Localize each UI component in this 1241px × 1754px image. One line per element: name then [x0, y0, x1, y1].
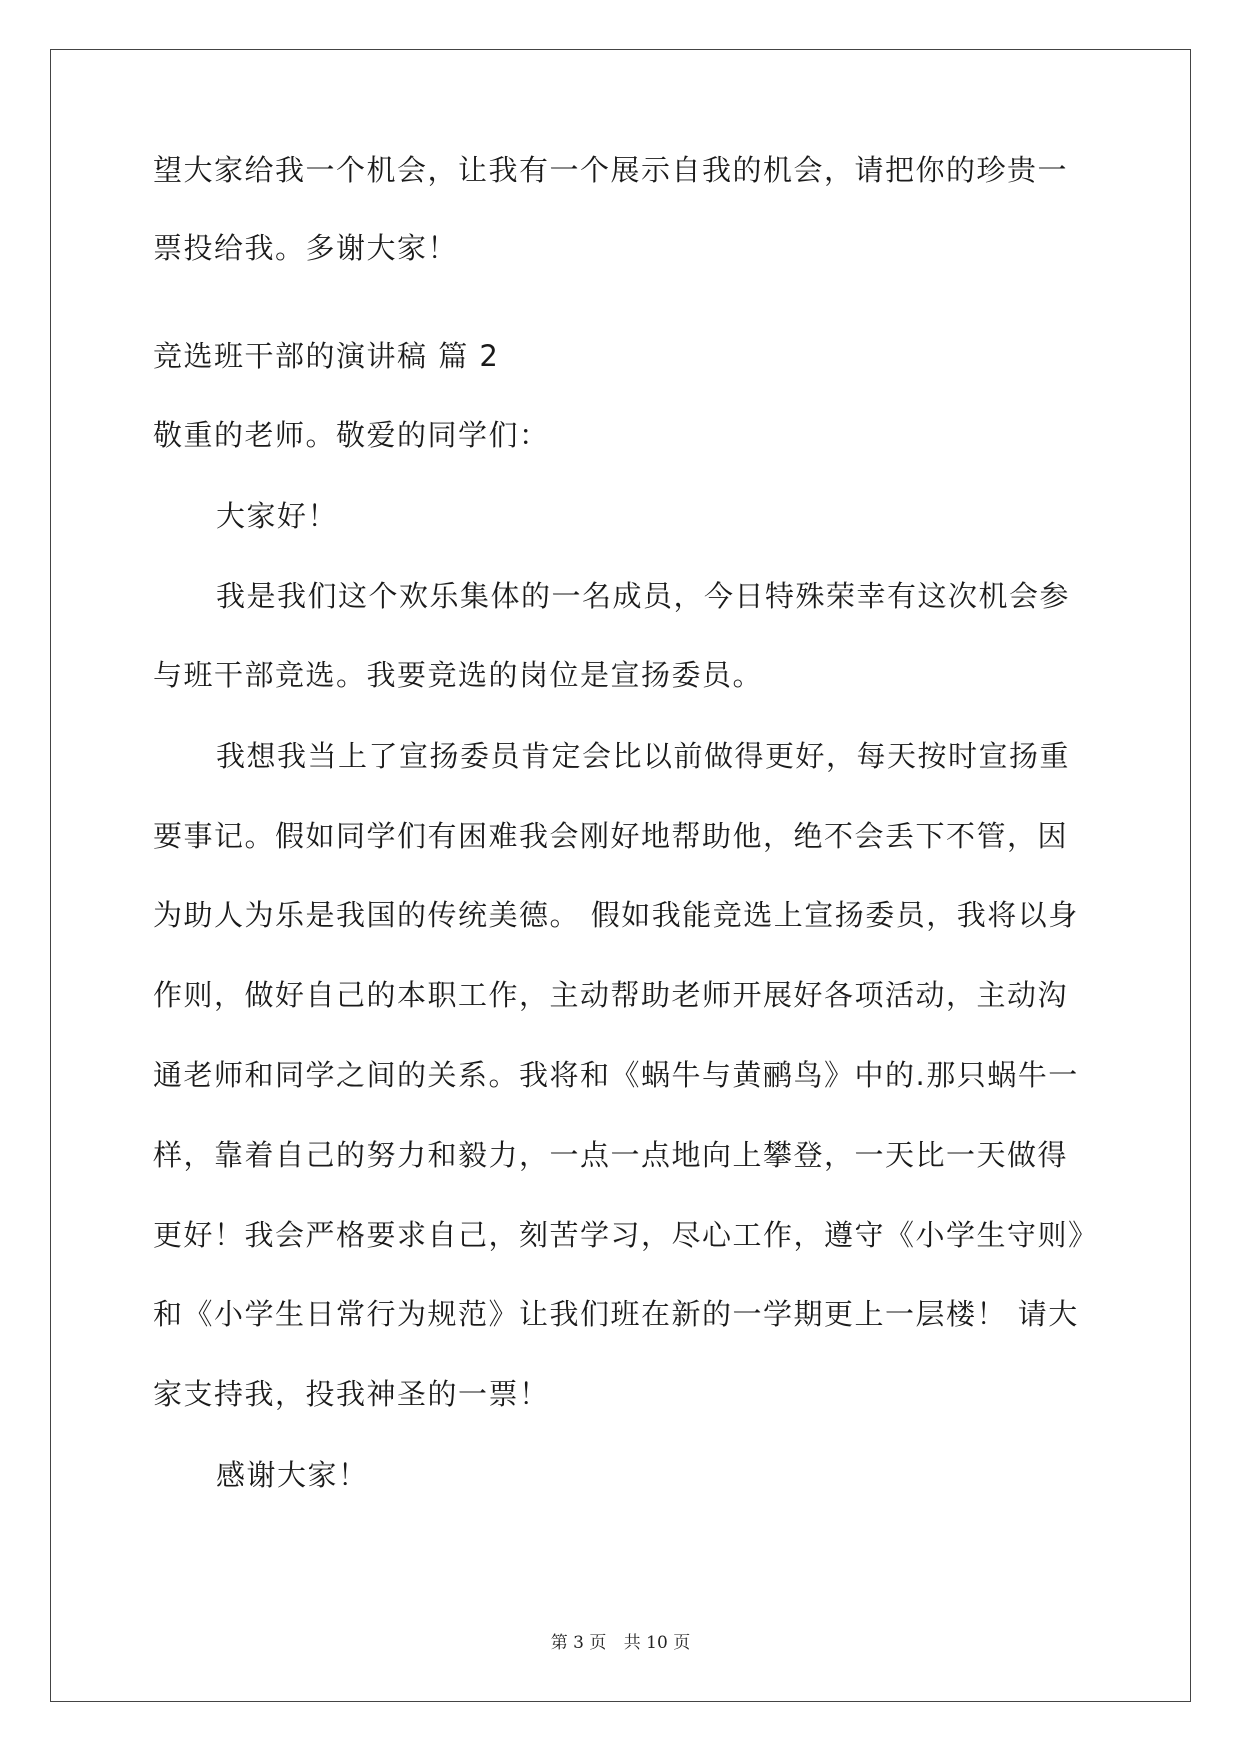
text-line: 我想我当上了宣扬委员肯定会比以前做得更好，每天按时宣扬重	[216, 739, 1071, 773]
text-line: 为助人为乐是我国的传统美德。 假如我能竞选上宣扬委员，我将以身	[153, 898, 1079, 932]
text-line: 样，靠着自己的努力和毅力，一点一点地向上攀登，一天比一天做得	[153, 1138, 1069, 1172]
text-line: 望大家给我一个机会，让我有一个展示自我的机会，请把你的珍贵一	[153, 153, 1069, 187]
page-number: 第 3 页	[550, 1633, 607, 1653]
page-footer	[0, 1628, 1241, 1653]
text-line: 通老师和同学之间的关系。我将和《蜗牛与黄鹂鸟》中的.那只蜗牛一	[153, 1058, 1079, 1092]
text-line: 和《小学生日常行为规范》让我们班在新的一学期更上一层楼！ 请大	[153, 1297, 1079, 1331]
text-line: 我是我们这个欢乐集体的一名成员，今日特殊荣幸有这次机会参	[216, 579, 1071, 613]
text-line: 家支持我，投我神圣的一票！	[153, 1377, 550, 1411]
text-line: 更好！我会严格要求自己，刻苦学习，尽心工作，遵守《小学生守则》	[153, 1218, 1099, 1252]
text-line: 作则，做好自己的本职工作，主动帮助老师开展好各项活动，主动沟	[153, 978, 1069, 1012]
text-line: 与班干部竞选。我要竞选的岗位是宣扬委员。	[153, 658, 764, 692]
page-total: 共 10 页	[623, 1633, 691, 1653]
section-heading: 竞选班干部的演讲稿 篇 2	[153, 339, 500, 373]
closing: 感谢大家！	[216, 1458, 369, 1492]
text-line: 要事记。假如同学们有困难我会刚好地帮助他，绝不会丢下不管，因	[153, 819, 1069, 853]
salutation: 敬重的老师。敬爱的同学们：	[153, 418, 550, 452]
text-line: 票投给我。多谢大家！	[153, 231, 459, 265]
greeting: 大家好！	[216, 499, 339, 533]
